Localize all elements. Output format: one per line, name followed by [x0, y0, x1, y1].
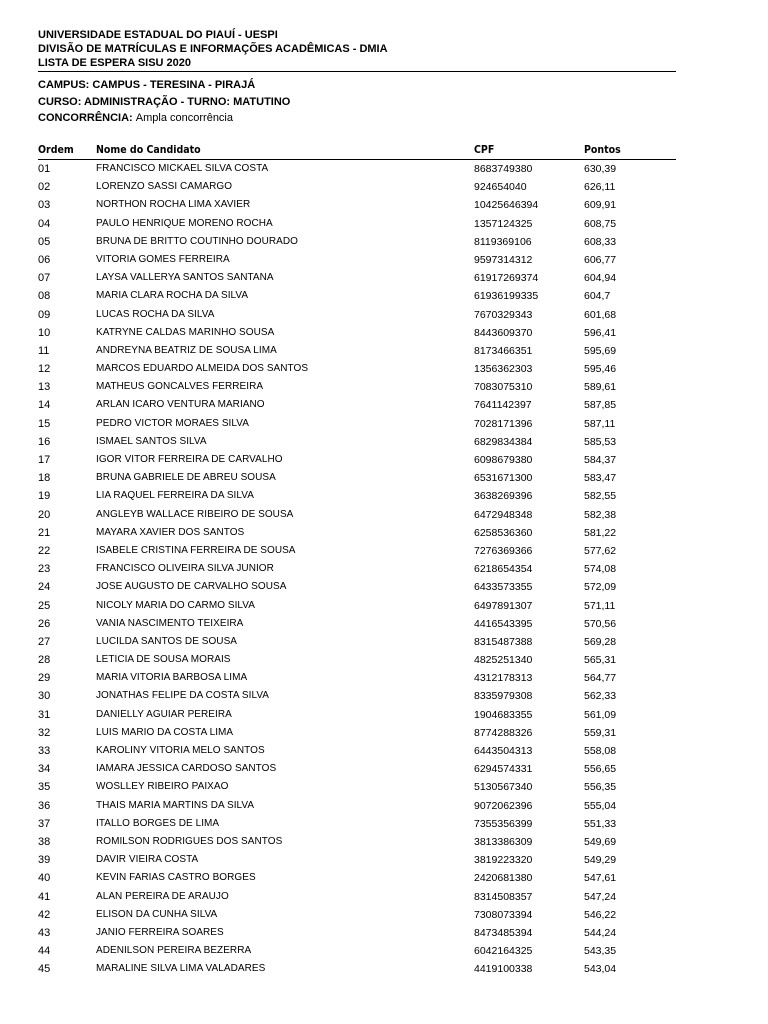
table-row [38, 178, 676, 196]
row-nome: ALAN PEREIRA DE ARAUJO [96, 890, 229, 902]
table-row [38, 287, 676, 305]
row-ordem: 37 [38, 817, 51, 830]
header-nome: Nome do Candidato [96, 144, 201, 156]
row-pontos: 570,56 [584, 617, 617, 630]
row-pontos: 555,04 [584, 799, 617, 812]
row-ordem: 22 [38, 544, 51, 557]
row-ordem: 21 [38, 526, 51, 539]
row-pontos: 630,39 [584, 163, 617, 175]
row-pontos: 581,22 [584, 526, 617, 539]
table-row [38, 906, 676, 924]
row-ordem: 05 [38, 235, 51, 248]
table-row [38, 851, 676, 869]
row-cpf: 7028171396 [474, 417, 533, 430]
row-cpf: 7355356399 [474, 817, 533, 830]
row-cpf: 2420681380 [474, 872, 533, 885]
row-cpf: 8774288326 [474, 726, 533, 739]
row-pontos: 608,75 [584, 217, 617, 230]
row-ordem: 14 [38, 399, 51, 412]
row-pontos: 546,22 [584, 908, 617, 921]
row-nome: DAVIR VIEIRA COSTA [96, 854, 199, 866]
table-row [38, 360, 676, 378]
row-nome: ISMAEL SANTOS SILVA [96, 435, 207, 447]
row-ordem: 15 [38, 417, 51, 430]
row-cpf: 10425646394 [474, 199, 539, 212]
row-cpf: 7670329343 [474, 308, 533, 321]
row-pontos: 551,33 [584, 817, 617, 830]
row-cpf: 1904683355 [474, 708, 533, 721]
row-cpf: 8119369106 [474, 235, 532, 248]
row-ordem: 04 [38, 217, 51, 230]
table-row [38, 160, 676, 178]
row-ordem: 24 [38, 581, 51, 594]
row-cpf: 7308073394 [474, 908, 533, 921]
row-pontos: 549,29 [584, 854, 617, 867]
course-info [38, 77, 678, 127]
row-ordem: 12 [38, 363, 51, 376]
row-ordem: 35 [38, 781, 51, 794]
row-cpf: 8443609370 [474, 326, 533, 339]
row-ordem: 33 [38, 745, 51, 757]
row-ordem: 29 [38, 672, 51, 685]
row-cpf: 3638269396 [474, 490, 533, 503]
row-cpf: 61936199335 [474, 290, 539, 303]
table-row [38, 378, 676, 396]
row-cpf: 8335979308 [474, 690, 533, 703]
header-cpf: CPF [474, 144, 495, 156]
competition-line [38, 110, 678, 127]
row-nome: MARIA CLARA ROCHA DA SILVA [96, 290, 249, 302]
row-cpf: 7276369366 [474, 544, 533, 557]
row-ordem: 01 [38, 163, 51, 175]
row-ordem: 40 [38, 872, 51, 885]
row-ordem: 02 [38, 181, 51, 194]
row-ordem: 43 [38, 926, 51, 939]
row-cpf: 4419100338 [474, 963, 533, 976]
table-row [38, 797, 676, 815]
row-cpf: 1357124325 [474, 217, 533, 230]
row-ordem: 03 [38, 199, 51, 212]
row-ordem: 18 [38, 472, 51, 485]
row-nome: WOSLLEY RIBEIRO PAIXAO [96, 781, 229, 793]
table-row [38, 324, 676, 342]
table-row [38, 487, 676, 505]
row-pontos: 543,35 [584, 945, 617, 958]
table-row [38, 469, 676, 487]
row-cpf: 7641142397 [474, 399, 532, 412]
row-pontos: 562,33 [584, 690, 617, 703]
row-nome: ISABELE CRISTINA FERREIRA DE SOUSA [96, 544, 296, 556]
row-pontos: 609,91 [584, 199, 617, 212]
table-row [38, 615, 676, 633]
row-nome: MARALINE SILVA LIMA VALADARES [96, 963, 266, 975]
table-row [38, 760, 676, 778]
row-ordem: 31 [38, 708, 51, 721]
row-pontos: 626,11 [584, 181, 616, 194]
row-pontos: 574,08 [584, 563, 617, 576]
row-ordem: 10 [38, 326, 51, 339]
row-pontos: 565,31 [584, 654, 617, 667]
row-nome: BRUNA DE BRITTO COUTINHO DOURADO [96, 235, 298, 247]
row-ordem: 07 [38, 272, 51, 285]
row-cpf: 9072062396 [474, 799, 533, 812]
row-pontos: 587,85 [584, 399, 617, 412]
row-cpf: 1356362303 [474, 363, 533, 376]
table-row [38, 251, 676, 269]
row-ordem: 39 [38, 854, 51, 867]
row-cpf: 6497891307 [474, 599, 533, 612]
row-nome: MARCOS EDUARDO ALMEIDA DOS SANTOS [96, 363, 309, 375]
row-pontos: 596,41 [584, 326, 617, 339]
row-ordem: 41 [38, 890, 51, 903]
row-pontos: 569,28 [584, 635, 617, 648]
row-pontos: 558,08 [584, 745, 617, 757]
row-pontos: 584,37 [584, 454, 617, 466]
table-row [38, 724, 676, 742]
row-pontos: 585,53 [584, 435, 617, 448]
row-pontos: 595,46 [584, 363, 617, 376]
row-nome: THAIS MARIA MARTINS DA SILVA [96, 799, 255, 811]
table-row [38, 524, 676, 542]
row-pontos: 544,24 [584, 926, 617, 939]
row-nome: LUCILDA SANTOS DE SOUSA [96, 635, 238, 647]
row-ordem: 13 [38, 381, 51, 394]
row-ordem: 36 [38, 799, 51, 812]
row-ordem: 06 [38, 253, 51, 266]
row-nome: FRANCISCO MICKAEL SILVA COSTA [96, 163, 269, 174]
table-row [38, 597, 676, 615]
candidates-table [38, 143, 676, 978]
row-cpf: 6443504313 [474, 745, 533, 757]
row-cpf: 4312178313 [474, 672, 533, 685]
row-ordem: 27 [38, 635, 51, 648]
row-pontos: 583,47 [584, 472, 617, 485]
row-pontos: 595,69 [584, 344, 617, 357]
competition-value: Ampla concorrência [135, 112, 233, 124]
list-title: LISTA DE ESPERA SISU 2020 [38, 57, 192, 69]
row-nome: DANIELLY AGUIAR PEREIRA [96, 708, 232, 720]
row-ordem: 11 [38, 344, 50, 357]
table-body [38, 160, 676, 978]
row-cpf: 9597314312 [474, 253, 533, 266]
row-nome: LORENZO SASSI CAMARGO [96, 181, 233, 193]
row-nome: JONATHAS FELIPE DA COSTA SILVA [96, 690, 270, 702]
row-pontos: 572,09 [584, 581, 617, 594]
row-cpf: 8173466351 [474, 344, 533, 357]
row-nome: MATHEUS GONCALVES FERREIRA [96, 381, 264, 393]
row-ordem: 20 [38, 508, 51, 521]
course-line: CURSO: ADMINISTRAÇÃO - TURNO: MATUTINO [38, 95, 291, 108]
row-ordem: 38 [38, 835, 51, 848]
division-name: DIVISÃO DE MATRÍCULAS E INFORMAÇÕES ACADÊMICAS - DMIA [38, 43, 388, 55]
row-cpf: 3819223320 [474, 854, 533, 867]
row-pontos: 606,77 [584, 253, 617, 266]
row-pontos: 577,62 [584, 544, 617, 557]
row-pontos: 604,94 [584, 272, 617, 285]
table-row [38, 833, 676, 851]
table-row [38, 396, 676, 414]
table-row [38, 342, 676, 360]
row-nome: ANGLEYB WALLACE RIBEIRO DE SOUSA [96, 508, 294, 520]
row-nome: ANDREYNA BEATRIZ DE SOUSA LIMA [96, 344, 277, 356]
table-row [38, 706, 676, 724]
row-pontos: 556,35 [584, 781, 617, 794]
table-row [38, 742, 676, 760]
row-ordem: 17 [38, 454, 51, 466]
row-cpf: 6042164325 [474, 945, 533, 958]
table-row [38, 506, 676, 524]
row-nome: IAMARA JESSICA CARDOSO SANTOS [96, 763, 277, 775]
row-pontos: 589,61 [584, 381, 617, 394]
row-nome: VANIA NASCIMENTO TEIXEIRA [96, 617, 244, 629]
row-nome: MAYARA XAVIER DOS SANTOS [96, 526, 245, 538]
header-ordem: Ordem [38, 144, 74, 156]
row-pontos: 604,7 [584, 290, 611, 303]
row-nome: VITORIA GOMES FERREIRA [96, 253, 230, 265]
row-ordem: 34 [38, 763, 51, 776]
table-row [38, 578, 676, 596]
row-pontos: 547,61 [584, 872, 617, 885]
row-cpf: 6258536360 [474, 526, 533, 539]
row-ordem: 23 [38, 563, 51, 576]
row-nome: LETICIA DE SOUSA MORAIS [96, 654, 231, 666]
row-nome: LUCAS ROCHA DA SILVA [96, 308, 215, 320]
row-ordem: 08 [38, 290, 51, 303]
row-nome: PAULO HENRIQUE MORENO ROCHA [96, 217, 273, 229]
table-row [38, 687, 676, 705]
row-ordem: 16 [38, 435, 51, 448]
table-row [38, 651, 676, 669]
campus-line: CAMPUS: CAMPUS - TERESINA - PIRAJÁ [38, 79, 256, 91]
row-nome: ADENILSON PEREIRA BEZERRA [96, 945, 252, 957]
row-nome: KATRYNE CALDAS MARINHO SOUSA [96, 326, 275, 338]
row-nome: MARIA VITORIA BARBOSA LIMA [96, 672, 248, 684]
row-cpf: 6218654354 [474, 563, 533, 576]
row-pontos: 601,68 [584, 308, 617, 321]
table-row [38, 869, 676, 887]
table-row [38, 669, 676, 687]
table-row [38, 233, 676, 251]
table-row [38, 633, 676, 651]
row-cpf: 6098679380 [474, 454, 533, 466]
row-cpf: 8315487388 [474, 635, 533, 648]
row-nome: NORTHON ROCHA LIMA XAVIER [96, 199, 251, 211]
row-pontos: 547,24 [584, 890, 617, 903]
row-nome: JANIO FERREIRA SOARES [96, 926, 224, 938]
document-header [38, 28, 678, 70]
competition-label: CONCORRÊNCIA: [38, 112, 136, 124]
row-cpf: 8473485394 [474, 926, 533, 939]
row-cpf: 61917269374 [474, 272, 539, 285]
row-cpf: 8683749380 [474, 163, 533, 175]
row-cpf: 3813386309 [474, 835, 533, 848]
table-row [38, 778, 676, 796]
row-ordem: 28 [38, 654, 51, 667]
row-cpf: 6294574331 [474, 763, 533, 776]
row-nome: LUIS MARIO DA COSTA LIMA [96, 726, 234, 738]
row-pontos: 549,69 [584, 835, 617, 848]
table-header [38, 143, 676, 160]
table-row [38, 924, 676, 942]
row-pontos: 582,55 [584, 490, 617, 503]
table-row [38, 560, 676, 578]
row-cpf: 4825251340 [474, 654, 533, 667]
row-pontos: 582,38 [584, 508, 617, 521]
row-ordem: 19 [38, 490, 51, 503]
row-nome: NICOLY MARIA DO CARMO SILVA [96, 599, 255, 611]
header-divider [38, 71, 676, 72]
row-cpf: 6433573355 [474, 581, 533, 594]
row-ordem: 44 [38, 945, 51, 958]
row-pontos: 571,11 [584, 599, 616, 612]
row-nome: LIA RAQUEL FERREIRA DA SILVA [96, 490, 254, 502]
table-row [38, 815, 676, 833]
row-ordem: 32 [38, 726, 51, 739]
row-ordem: 25 [38, 599, 51, 612]
row-ordem: 42 [38, 908, 51, 921]
university-name: UNIVERSIDADE ESTADUAL DO PIAUÍ - UESPI [38, 29, 278, 41]
row-cpf: 4416543395 [474, 617, 533, 630]
row-pontos: 608,33 [584, 235, 617, 248]
row-cpf: 5130567340 [474, 781, 533, 794]
table-row [38, 451, 676, 469]
row-pontos: 587,11 [584, 417, 616, 430]
row-cpf: 6531671300 [474, 472, 533, 485]
table-row [38, 306, 676, 324]
row-pontos: 559,31 [584, 726, 617, 739]
row-cpf: 924654040 [474, 181, 527, 194]
row-ordem: 45 [38, 963, 51, 976]
row-nome: LAYSA VALLERYA SANTOS SANTANA [96, 272, 274, 284]
row-pontos: 564,77 [584, 672, 617, 685]
row-pontos: 561,09 [584, 708, 617, 721]
table-row [38, 269, 676, 287]
row-nome: ARLAN ICARO VENTURA MARIANO [96, 399, 265, 411]
row-nome: FRANCISCO OLIVEIRA SILVA JUNIOR [96, 563, 274, 575]
row-cpf: 6472948348 [474, 508, 533, 521]
header-pontos: Pontos [584, 144, 621, 156]
row-nome: ROMILSON RODRIGUES DOS SANTOS [96, 835, 283, 847]
table-row [38, 888, 676, 906]
table-row [38, 196, 676, 214]
row-pontos: 543,04 [584, 963, 617, 976]
table-row [38, 942, 676, 960]
row-ordem: 09 [38, 308, 51, 321]
row-nome: JOSE AUGUSTO DE CARVALHO SOUSA [96, 581, 287, 593]
row-nome: ITALLO BORGES DE LIMA [96, 817, 220, 829]
row-nome: KAROLINY VITORIA MELO SANTOS [96, 745, 265, 756]
table-row [38, 415, 676, 433]
row-nome: KEVIN FARIAS CASTRO BORGES [96, 872, 256, 884]
row-nome: BRUNA GABRIELE DE ABREU SOUSA [96, 472, 276, 484]
row-ordem: 30 [38, 690, 51, 703]
row-ordem: 26 [38, 617, 51, 630]
row-cpf: 8314508357 [474, 890, 533, 903]
row-cpf: 7083075310 [474, 381, 533, 394]
row-pontos: 556,65 [584, 763, 617, 776]
table-row [38, 542, 676, 560]
table-row [38, 215, 676, 233]
row-nome: PEDRO VICTOR MORAES SILVA [96, 417, 249, 429]
table-row [38, 960, 676, 978]
row-cpf: 6829834384 [474, 435, 533, 448]
table-row [38, 433, 676, 451]
row-nome: ELISON DA CUNHA SILVA [96, 908, 218, 920]
row-nome: IGOR VITOR FERREIRA DE CARVALHO [96, 454, 283, 465]
